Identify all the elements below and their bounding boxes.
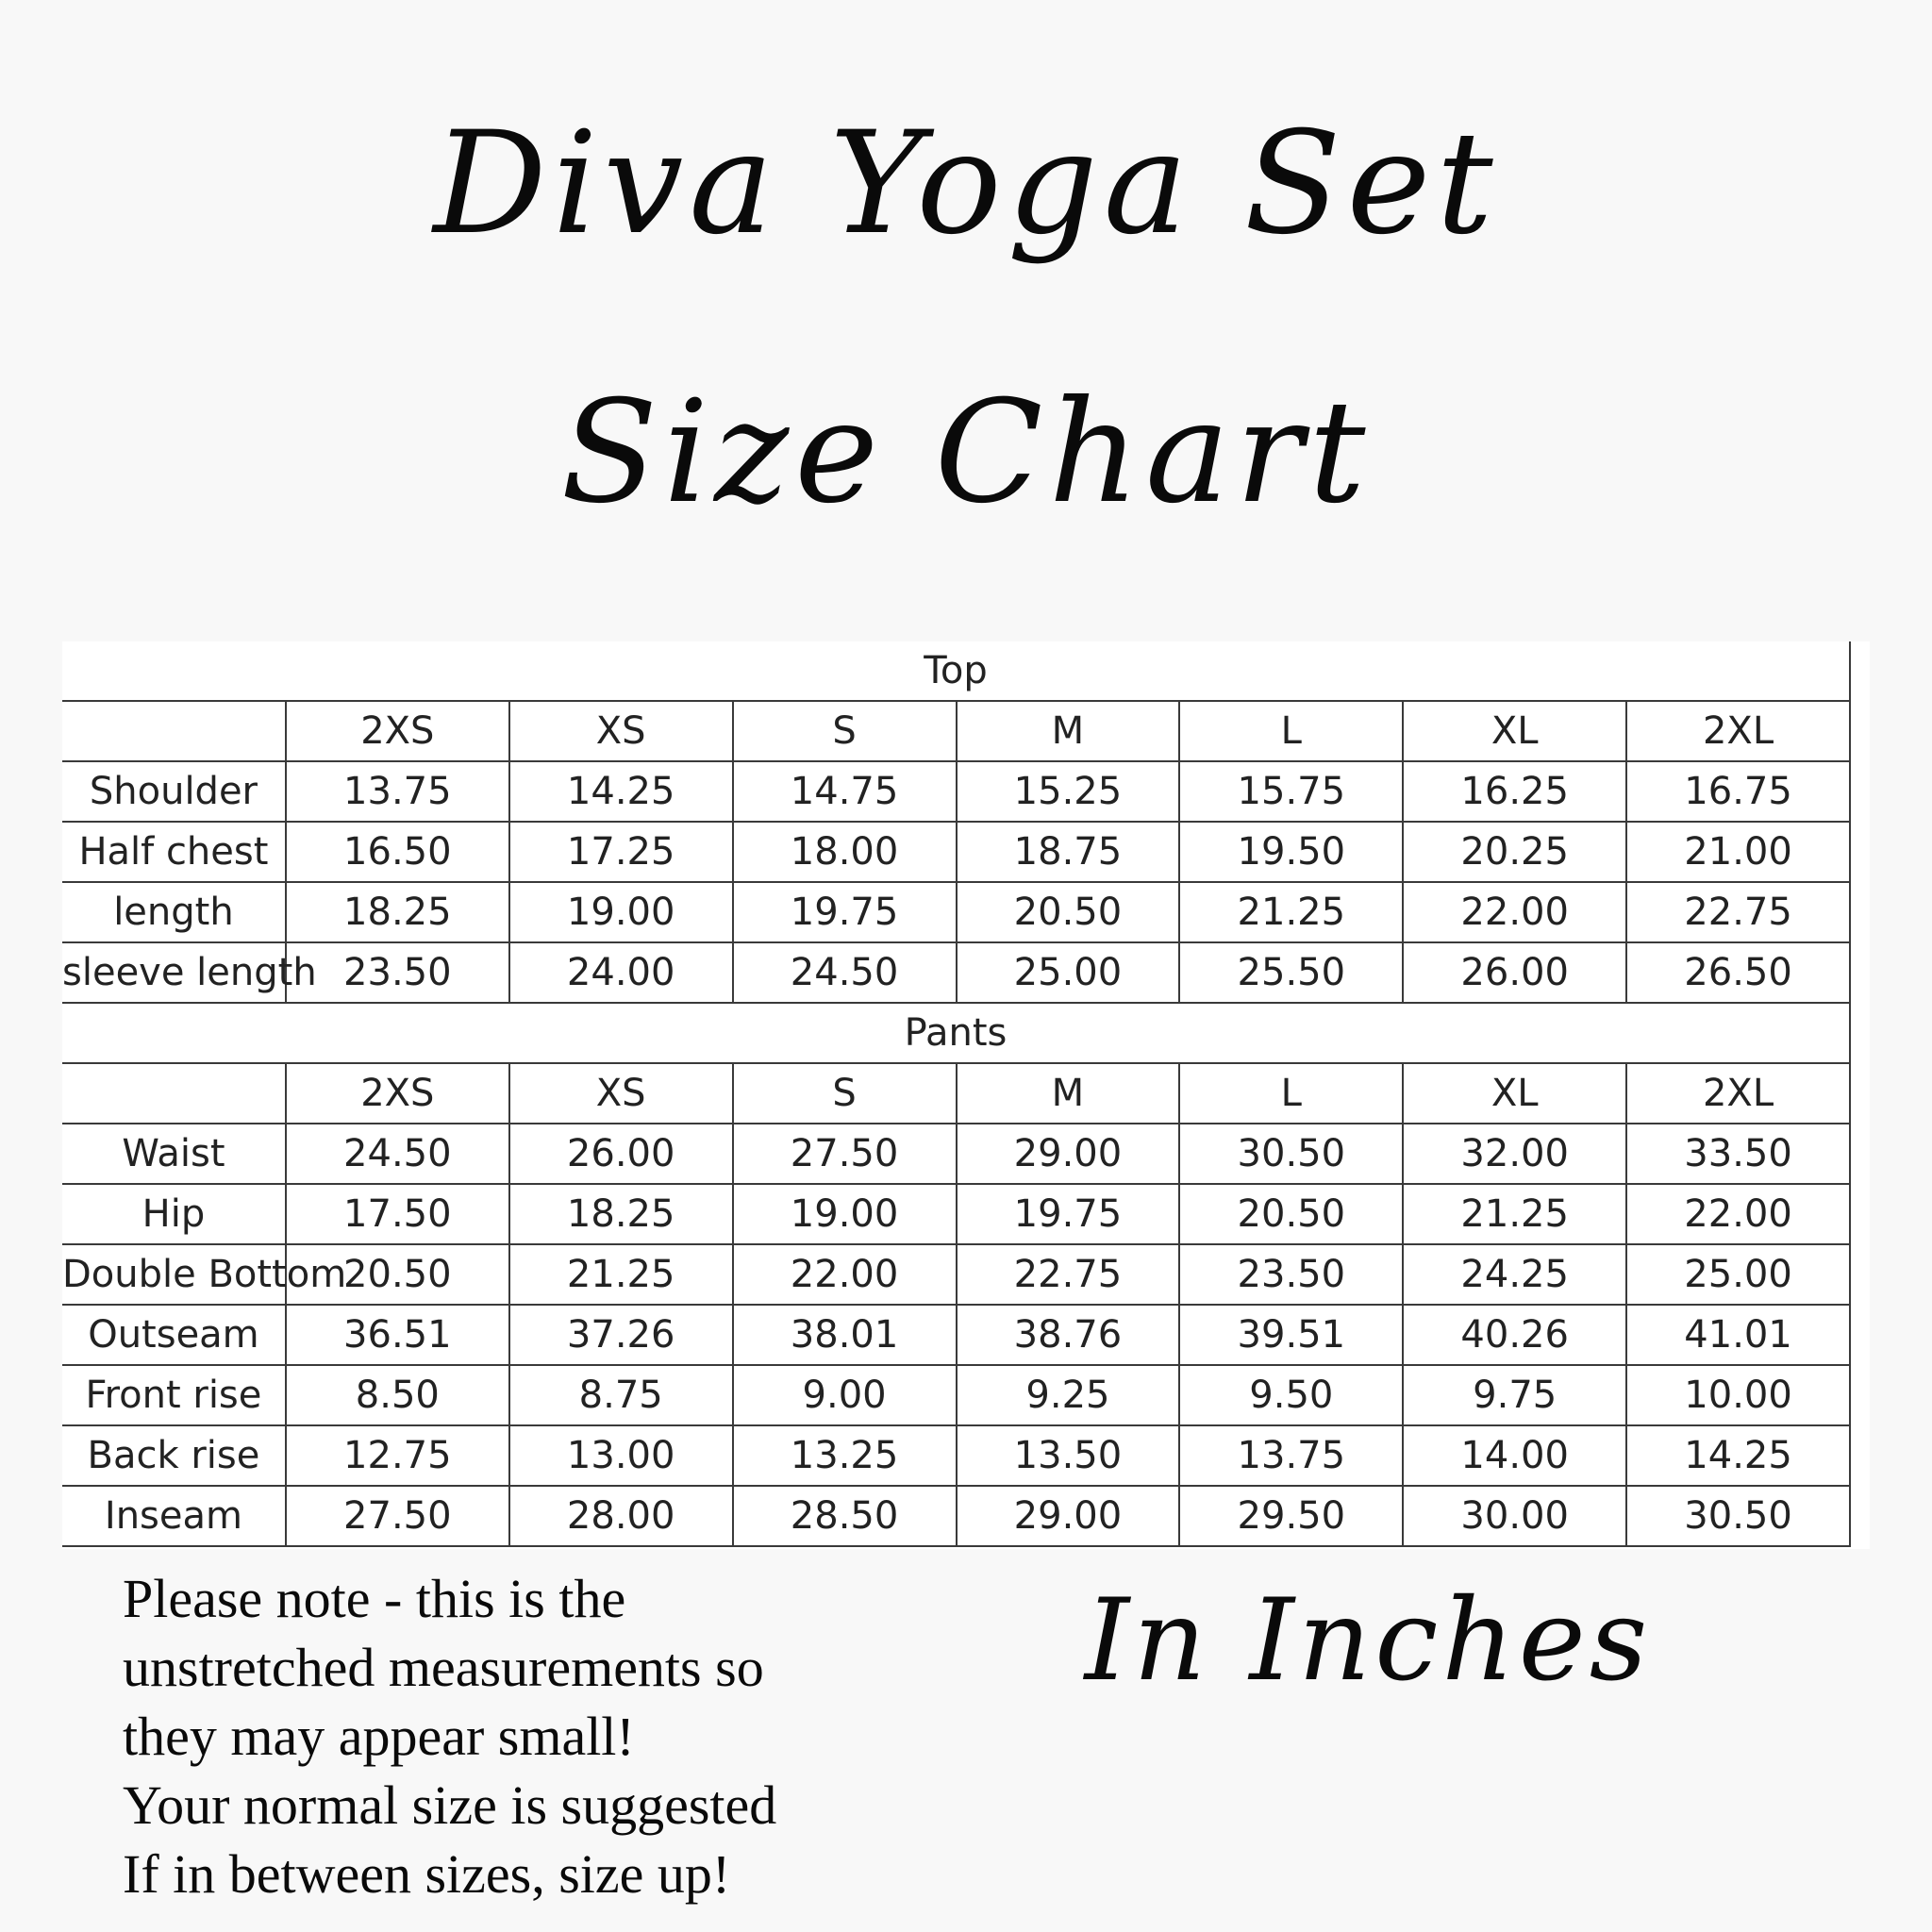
measurement-value: 9.75 xyxy=(1403,1365,1626,1425)
measurement-value: 21.25 xyxy=(1403,1184,1626,1244)
measurement-value: 16.75 xyxy=(1626,761,1850,822)
section-header-row xyxy=(62,1003,1850,1063)
section-title: Top xyxy=(62,641,1850,701)
size-header-cell: M xyxy=(957,1063,1180,1124)
table-row xyxy=(62,822,1850,882)
size-header-cell: 2XS xyxy=(286,701,509,761)
size-header-cell: 2XL xyxy=(1626,1063,1850,1124)
measurement-value: 20.25 xyxy=(1403,822,1626,882)
section-header-row xyxy=(62,641,1850,701)
table-row xyxy=(62,1425,1850,1486)
measurement-label: Outseam xyxy=(62,1305,286,1365)
measurement-value: 17.25 xyxy=(509,822,733,882)
measurement-value: 18.75 xyxy=(957,822,1180,882)
sizing-note xyxy=(123,1564,896,1908)
measurement-value: 30.00 xyxy=(1403,1486,1626,1546)
measurement-value: 21.25 xyxy=(1179,882,1403,942)
note-line: Please note - this is the xyxy=(123,1568,626,1629)
table-row xyxy=(62,1365,1850,1425)
measurement-value: 28.00 xyxy=(509,1486,733,1546)
measurement-value: 29.00 xyxy=(957,1124,1180,1184)
size-header-row xyxy=(62,701,1850,761)
measurement-value: 9.50 xyxy=(1179,1365,1403,1425)
measurement-value: 30.50 xyxy=(1179,1124,1403,1184)
measurement-value: 18.00 xyxy=(733,822,957,882)
table-row xyxy=(62,761,1850,822)
size-header-cell: L xyxy=(1179,1063,1403,1124)
measurement-value: 14.75 xyxy=(733,761,957,822)
measurement-value: 10.00 xyxy=(1626,1365,1850,1425)
measurement-value: 15.25 xyxy=(957,761,1180,822)
measurement-value: 32.00 xyxy=(1403,1124,1626,1184)
size-header-cell: 2XL xyxy=(1626,701,1850,761)
measurement-value: 18.25 xyxy=(509,1184,733,1244)
measurement-label: length xyxy=(62,882,286,942)
measurement-value: 24.25 xyxy=(1403,1244,1626,1305)
measurement-value: 13.75 xyxy=(286,761,509,822)
measurement-value: 19.75 xyxy=(733,882,957,942)
measurement-value: 15.75 xyxy=(1179,761,1403,822)
measurement-value: 38.76 xyxy=(957,1305,1180,1365)
measurement-value: 26.00 xyxy=(1403,942,1626,1003)
measurement-label: Front rise xyxy=(62,1365,286,1425)
measurement-value: 22.00 xyxy=(1626,1184,1850,1244)
measurement-label: Hip xyxy=(62,1184,286,1244)
measurement-label: Half chest xyxy=(62,822,286,882)
measurement-value: 27.50 xyxy=(733,1124,957,1184)
measurement-value: 30.50 xyxy=(1626,1486,1850,1546)
table-row xyxy=(62,1305,1850,1365)
measurement-value: 41.01 xyxy=(1626,1305,1850,1365)
measurement-value: 18.25 xyxy=(286,882,509,942)
measurement-value: 8.50 xyxy=(286,1365,509,1425)
measurement-value: 16.50 xyxy=(286,822,509,882)
size-header-cell: XL xyxy=(1403,701,1626,761)
measurement-value: 40.26 xyxy=(1403,1305,1626,1365)
measurement-value: 13.75 xyxy=(1179,1425,1403,1486)
measurement-value: 20.50 xyxy=(957,882,1180,942)
table-row xyxy=(62,1184,1850,1244)
measurement-value: 14.25 xyxy=(1626,1425,1850,1486)
measurement-value: 33.50 xyxy=(1626,1124,1850,1184)
measurement-value: 39.51 xyxy=(1179,1305,1403,1365)
measurement-value: 14.00 xyxy=(1403,1425,1626,1486)
note-line: unstretched measurements so xyxy=(123,1637,764,1698)
measurement-value: 26.00 xyxy=(509,1124,733,1184)
size-header-cell: M xyxy=(957,701,1180,761)
measurement-value: 37.26 xyxy=(509,1305,733,1365)
corner-cell xyxy=(62,701,286,761)
size-header-row xyxy=(62,1063,1850,1124)
measurement-value: 29.00 xyxy=(957,1486,1180,1546)
note-line: Your normal size is suggested xyxy=(123,1774,777,1836)
size-header-cell: XS xyxy=(509,701,733,761)
size-chart xyxy=(62,641,1870,1549)
measurement-value: 19.75 xyxy=(957,1184,1180,1244)
note-line: they may appear small! xyxy=(123,1706,635,1767)
measurement-value: 20.50 xyxy=(1179,1184,1403,1244)
size-header-cell: XL xyxy=(1403,1063,1626,1124)
size-header-cell: S xyxy=(733,701,957,761)
measurement-value: 22.00 xyxy=(1403,882,1626,942)
corner-cell xyxy=(62,1063,286,1124)
table-row xyxy=(62,1124,1850,1184)
measurement-value: 24.00 xyxy=(509,942,733,1003)
measurement-value: 20.50 xyxy=(286,1244,509,1305)
table-row xyxy=(62,1244,1850,1305)
measurement-value: 25.00 xyxy=(1626,1244,1850,1305)
measurement-label: sleeve length xyxy=(62,942,286,1003)
measurement-value: 21.25 xyxy=(509,1244,733,1305)
measurement-label: Waist xyxy=(62,1124,286,1184)
measurement-value: 19.00 xyxy=(509,882,733,942)
measurement-value: 29.50 xyxy=(1179,1486,1403,1546)
measurement-value: 25.00 xyxy=(957,942,1180,1003)
page-title-line-2: Size Chart xyxy=(560,371,1372,535)
measurement-value: 23.50 xyxy=(1179,1244,1403,1305)
table-row xyxy=(62,1486,1850,1546)
measurement-value: 17.50 xyxy=(286,1184,509,1244)
measurement-value: 27.50 xyxy=(286,1486,509,1546)
size-header-cell: S xyxy=(733,1063,957,1124)
measurement-label: Double Bottom xyxy=(62,1244,286,1305)
measurement-value: 13.50 xyxy=(957,1425,1180,1486)
measurement-value: 13.00 xyxy=(509,1425,733,1486)
units-label: In Inches xyxy=(1084,1575,1652,1707)
measurement-label: Shoulder xyxy=(62,761,286,822)
size-table xyxy=(62,641,1851,1547)
size-header-cell: XS xyxy=(509,1063,733,1124)
measurement-value: 25.50 xyxy=(1179,942,1403,1003)
measurement-value: 9.25 xyxy=(957,1365,1180,1425)
measurement-value: 9.00 xyxy=(733,1365,957,1425)
measurement-value: 22.00 xyxy=(733,1244,957,1305)
measurement-label: Inseam xyxy=(62,1486,286,1546)
measurement-value: 28.50 xyxy=(733,1486,957,1546)
measurement-value: 38.01 xyxy=(733,1305,957,1365)
measurement-value: 19.50 xyxy=(1179,822,1403,882)
measurement-value: 24.50 xyxy=(286,1124,509,1184)
table-row xyxy=(62,942,1850,1003)
measurement-value: 23.50 xyxy=(286,942,509,1003)
measurement-value: 8.75 xyxy=(509,1365,733,1425)
measurement-value: 22.75 xyxy=(1626,882,1850,942)
size-header-cell: L xyxy=(1179,701,1403,761)
section-title: Pants xyxy=(62,1003,1850,1063)
measurement-value: 19.00 xyxy=(733,1184,957,1244)
note-line: If in between sizes, size up! xyxy=(123,1843,731,1905)
measurement-value: 13.25 xyxy=(733,1425,957,1486)
measurement-value: 14.25 xyxy=(509,761,733,822)
measurement-value: 22.75 xyxy=(957,1244,1180,1305)
measurement-value: 16.25 xyxy=(1403,761,1626,822)
measurement-value: 24.50 xyxy=(733,942,957,1003)
measurement-value: 36.51 xyxy=(286,1305,509,1365)
measurement-label: Back rise xyxy=(62,1425,286,1486)
measurement-value: 21.00 xyxy=(1626,822,1850,882)
measurement-value: 26.50 xyxy=(1626,942,1850,1003)
page-title-line-1: Diva Yoga Set xyxy=(433,102,1499,266)
table-row xyxy=(62,882,1850,942)
size-header-cell: 2XS xyxy=(286,1063,509,1124)
measurement-value: 12.75 xyxy=(286,1425,509,1486)
